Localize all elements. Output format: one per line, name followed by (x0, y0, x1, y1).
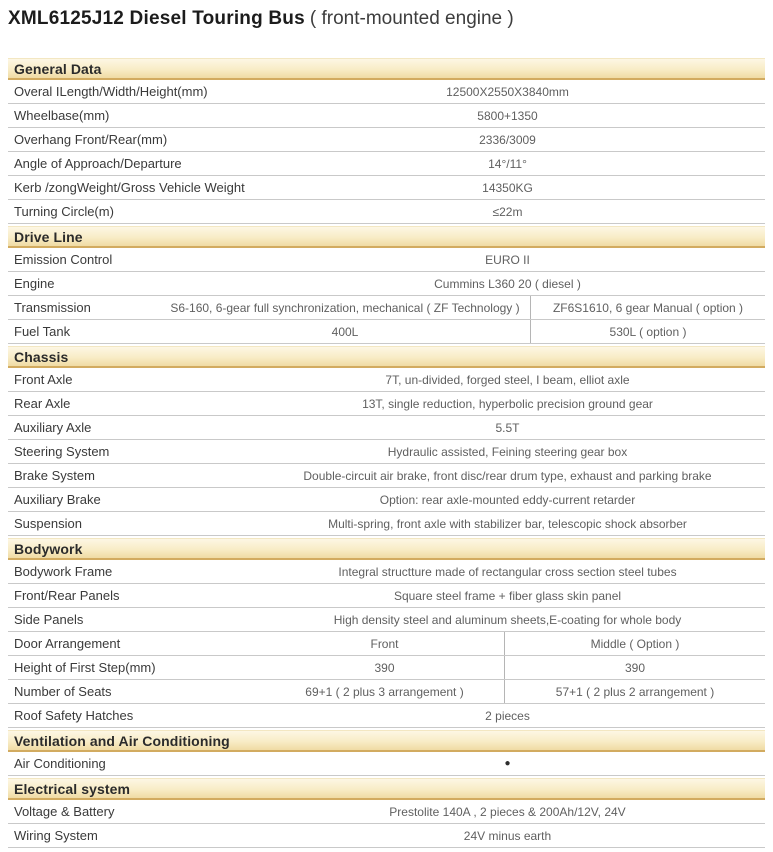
spec-row-voltage-battery (8, 800, 765, 824)
spec-table (8, 58, 765, 848)
spec-value: S6-160, 6-gear full synchronization, mechanical ( ZF Technology ) (160, 296, 531, 319)
spec-value: 13T, single reduction, hyperbolic precision ground gear (362, 396, 653, 411)
spec-label: Bodywork Frame (14, 564, 113, 579)
spec-row-angle-of-approach-departure (8, 152, 765, 176)
spec-row-air-conditioning (8, 752, 765, 776)
spec-row-bodywork-frame (8, 560, 765, 584)
spec-label: Height of First Step(mm) (14, 660, 156, 675)
spec-row-auxiliary-brake (8, 488, 765, 512)
spec-value: Hydraulic assisted, Feining steering gear box (387, 444, 628, 459)
spec-value: 390 (265, 656, 505, 679)
spec-value: 2 pieces (485, 708, 530, 723)
section-header-general-data: General Data (8, 58, 765, 80)
spec-row-fuel-tank (8, 320, 765, 344)
spec-value: 14°/11° (488, 156, 527, 171)
spec-label: Wiring System (14, 828, 98, 843)
spec-value: ZF6S1610, 6 gear Manual ( option ) (552, 300, 744, 315)
spec-label: Angle of Approach/Departure (14, 156, 182, 171)
spec-value: 400L (160, 320, 531, 343)
spec-value: Middle ( Option ) (590, 636, 680, 651)
spec-value: 14350KG (482, 180, 533, 195)
spec-label: Steering System (14, 444, 110, 459)
spec-label: Wheelbase(mm) (14, 108, 110, 123)
spec-label: Number of Seats (14, 684, 112, 699)
spec-row-height-of-first-step-mm (8, 656, 765, 680)
page-title-model: XML6125J12 Diesel Touring Bus (8, 8, 305, 29)
spec-row-brake-system (8, 464, 765, 488)
spec-value: High density steel and aluminum sheets,E-coating for whole body (333, 612, 682, 627)
spec-value: 7T, un-divided, forged steel, I beam, elliot axle (385, 372, 630, 387)
spec-value: Square steel frame + fiber glass skin panel (393, 588, 622, 603)
spec-value: Integral structture made of rectangular cross section steel tubes (338, 564, 677, 579)
page-title (8, 6, 765, 32)
spec-label: Overal ILength/Width/Height(mm) (14, 84, 208, 99)
page-title-suffix: ( front-mounted engine ) (309, 8, 514, 29)
spec-value: Double-circuit air brake, front disc/rear drum type, exhaust and parking brake (303, 468, 712, 483)
spec-row-wheelbase-mm (8, 104, 765, 128)
spec-row-engine (8, 272, 765, 296)
section-header-ventilation-and-air-conditioning: Ventilation and Air Conditioning (8, 730, 765, 752)
spec-row-door-arrangement (8, 632, 765, 656)
spec-row-side-panels (8, 608, 765, 632)
spec-value: 69+1 ( 2 plus 3 arrangement ) (265, 680, 505, 703)
spec-label: Rear Axle (14, 396, 71, 411)
spec-row-transmission (8, 296, 765, 320)
spec-row-steering-system (8, 440, 765, 464)
spec-row-turning-circle-m (8, 200, 765, 224)
spec-label: Transmission (14, 300, 91, 315)
spec-value: Prestolite 140A , 2 pieces & 200Ah/12V, 24V (389, 804, 626, 819)
spec-label: Front/Rear Panels (14, 588, 120, 603)
spec-row-overal-ilength-width-height-mm (8, 80, 765, 104)
spec-label: Suspension (14, 516, 82, 531)
spec-label: Engine (14, 276, 55, 291)
spec-row-auxiliary-axle (8, 416, 765, 440)
availability-dot-icon: ● (504, 758, 511, 769)
spec-row-suspension (8, 512, 765, 536)
spec-label: Overhang Front/Rear(mm) (14, 132, 168, 147)
spec-row-emission-control (8, 248, 765, 272)
spec-value: 530L ( option ) (609, 324, 687, 339)
spec-value: 2336/3009 (479, 132, 536, 147)
spec-value: 24V minus earth (463, 828, 552, 843)
section-header-chassis: Chassis (8, 346, 765, 368)
spec-label: Fuel Tank (14, 324, 71, 339)
spec-label: Roof Safety Hatches (14, 708, 134, 723)
section-header-electrical-system: Electrical system (8, 778, 765, 800)
spec-value: 5.5T (495, 420, 520, 435)
spec-label: Emission Control (14, 252, 113, 267)
spec-row-overhang-front-rear-mm (8, 128, 765, 152)
spec-value: Cummins L360 20 ( diesel ) (434, 276, 581, 291)
section-header-drive-line: Drive Line (8, 226, 765, 248)
spec-row-wiring-system (8, 824, 765, 848)
spec-label: Air Conditioning (14, 756, 106, 771)
spec-value: 12500X2550X3840mm (446, 84, 569, 99)
spec-label: Auxiliary Axle (14, 420, 92, 435)
spec-value: 390 (624, 660, 646, 675)
spec-label: Brake System (14, 468, 95, 483)
spec-row-front-rear-panels (8, 584, 765, 608)
spec-label: Front Axle (14, 372, 73, 387)
spec-value: Multi-spring, front axle with stabilizer bar, telescopic shock absorber (328, 516, 687, 531)
spec-label: Kerb /zongWeight/Gross Vehicle Weight (14, 180, 245, 195)
spec-label: Auxiliary Brake (14, 492, 101, 507)
spec-label: Turning Circle(m) (14, 204, 114, 219)
spec-value: Option: rear axle-mounted eddy-current retarder (379, 492, 636, 507)
spec-value: Front (265, 632, 505, 655)
spec-row-roof-safety-hatches (8, 704, 765, 728)
spec-value: 57+1 ( 2 plus 2 arrangement ) (555, 684, 715, 699)
spec-row-rear-axle (8, 392, 765, 416)
spec-value: EURO II (485, 252, 530, 267)
spec-row-front-axle (8, 368, 765, 392)
section-header-bodywork: Bodywork (8, 538, 765, 560)
spec-value: ≤22m (492, 204, 523, 219)
spec-label: Door Arrangement (14, 636, 121, 651)
spec-value: 5800+1350 (477, 108, 538, 123)
spec-label: Side Panels (14, 612, 84, 627)
spec-row-kerb-zongweight-gross-vehicle-weight (8, 176, 765, 200)
spec-label: Voltage & Battery (14, 804, 115, 819)
spec-row-number-of-seats (8, 680, 765, 704)
